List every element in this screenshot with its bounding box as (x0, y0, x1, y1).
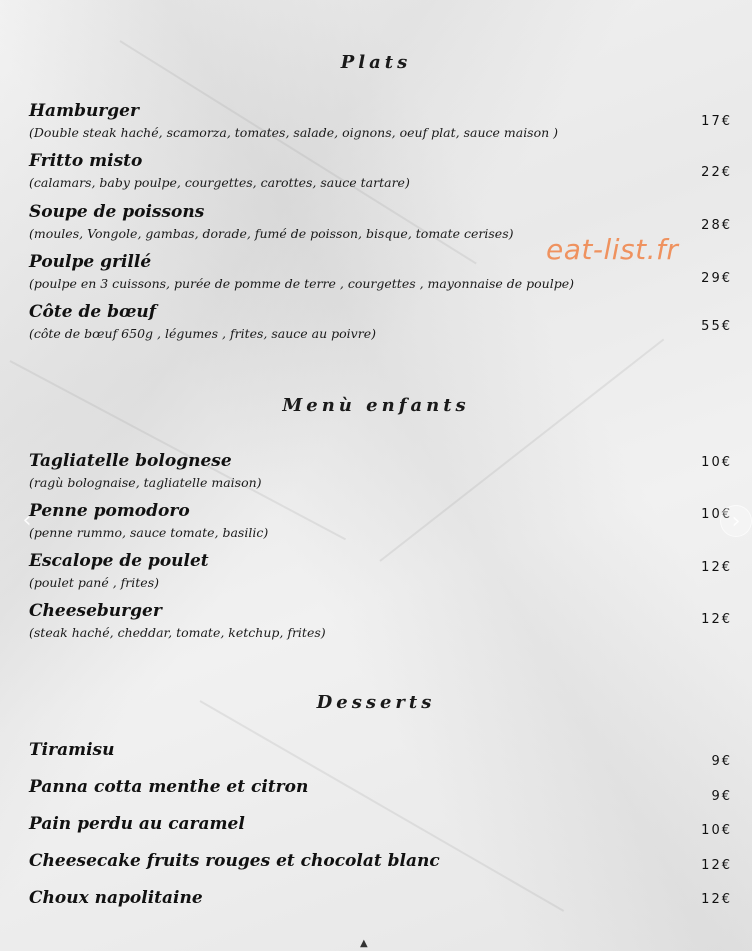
item-name: Tagliatelle bolognese (29, 451, 232, 471)
menu-item (29, 738, 689, 762)
section-title-enfants: Menù enfants (282, 395, 470, 416)
item-name: Escalope de poulet (29, 551, 209, 571)
item-price: 29€ (701, 271, 732, 286)
item-price: 9€ (711, 754, 732, 769)
menu-item (29, 99, 689, 143)
item-name: Cheeseburger (29, 601, 162, 621)
section-title-desserts: Desserts (316, 692, 436, 713)
item-name: Tiramisu (29, 740, 115, 760)
item-price: 22€ (701, 165, 732, 180)
watermark: eat-list.fr (546, 233, 679, 266)
item-price: 28€ (701, 218, 732, 233)
menu-item (29, 499, 689, 543)
item-description: (poulet pané , frites) (29, 575, 159, 590)
item-price: 10€ (701, 823, 732, 838)
item-name: Choux napolitaine (29, 888, 203, 908)
menu-item (29, 775, 689, 799)
menu-item (29, 549, 689, 593)
item-name: Cheesecake fruits rouges et chocolat blanc (29, 851, 440, 871)
item-price: 12€ (701, 892, 732, 907)
item-price: 9€ (711, 789, 732, 804)
item-description: (ragù bolognaise, tagliatelle maison) (29, 475, 262, 490)
menu-item (29, 849, 689, 873)
item-description: (steak haché, cheddar, tomate, ketchup, frites) (29, 625, 326, 640)
item-name: Soupe de poissons (29, 202, 205, 222)
item-name: Pain perdu au caramel (29, 814, 245, 834)
item-description: (moules, Vongole, gambas, dorade, fumé de poisson, bisque, tomate cerises) (29, 226, 514, 241)
menu-item (29, 886, 689, 910)
ornament-icon: ▲ (360, 938, 368, 949)
marble-vein (200, 700, 565, 912)
menu-item (29, 449, 689, 493)
item-price: 10€ (701, 507, 732, 522)
menu-item (29, 812, 689, 836)
item-description: (côte de bœuf 650g , légumes , frites, sauce au poivre) (29, 326, 376, 341)
item-name: Fritto misto (29, 151, 143, 171)
item-name: Côte de bœuf (29, 302, 157, 322)
item-price: 12€ (701, 858, 732, 873)
menu-item (29, 599, 689, 643)
menu-item (29, 149, 689, 193)
menu-item (29, 300, 689, 344)
item-name: Poulpe grillé (29, 252, 152, 272)
item-description: (poulpe en 3 cuissons, purée de pomme de terre , courgettes , mayonnaise de poulpe) (29, 276, 575, 291)
item-price: 12€ (701, 560, 732, 575)
item-name: Hamburger (29, 101, 139, 121)
item-description: (Double steak haché, scamorza, tomates, salade, oignons, oeuf plat, sauce maison ) (29, 125, 559, 140)
chevron-right-icon[interactable]: › (720, 505, 752, 537)
item-name: Panna cotta menthe et citron (29, 777, 309, 797)
item-description: (penne rummo, sauce tomate, basilic) (29, 525, 269, 540)
section-title-plats: Plats (340, 52, 412, 73)
chevron-left-icon[interactable]: ‹ (22, 507, 32, 533)
item-name: Penne pomodoro (29, 501, 190, 521)
item-price: 10€ (701, 455, 732, 470)
item-description: (calamars, baby poulpe, courgettes, carottes, sauce tartare) (29, 175, 410, 190)
item-price: 55€ (701, 319, 732, 334)
item-price: 17€ (701, 114, 732, 129)
item-price: 12€ (701, 612, 732, 627)
